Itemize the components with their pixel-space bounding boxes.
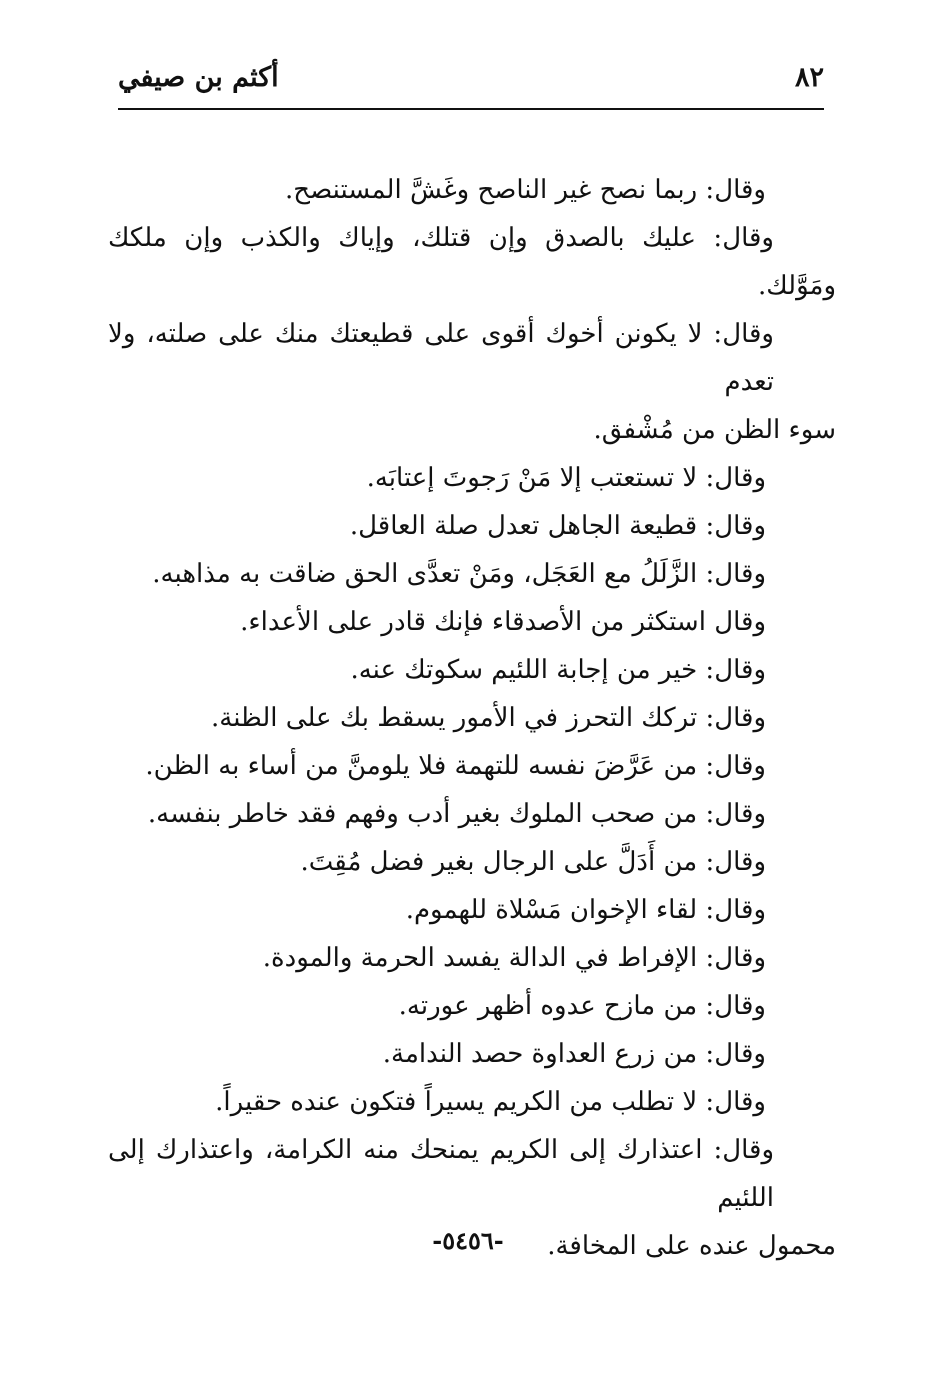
saying-11: [108, 790, 836, 838]
saying-line: وقال: قطيعة الجاهل تعدل صلة العاقل.: [349, 511, 766, 541]
saying-8: [108, 646, 836, 694]
page-header: [118, 52, 824, 110]
saying-line: وقال: لا تطلب من الكريم يسيراً فتكون عنده حقيراً.: [215, 1087, 766, 1117]
saying-17: [108, 1078, 836, 1126]
saying-6: [108, 550, 836, 598]
saying-1: [108, 166, 836, 214]
saying-line: وقال: عليك بالصدق وإن قتلك، وإياك والكذب وإن ملكك: [108, 223, 774, 253]
saying-3: [108, 310, 836, 454]
saying-12: [108, 838, 836, 886]
saying-line: وقال: لا يكونن أخوك أقوى على قطيعتك منك على صلته، ولا تعدم: [108, 319, 774, 397]
page-folio: -٥٤٥٦-: [432, 1226, 504, 1255]
page-number: ٨٢: [794, 62, 824, 93]
saying-4: [108, 454, 836, 502]
saying-line: سوء الظن من مُشْفق.: [593, 415, 836, 445]
saying-line: وقال استكثر من الأصدقاء فإنك قادر على الأعداء.: [240, 607, 766, 637]
saying-14: [108, 934, 836, 982]
saying-9: [108, 694, 836, 742]
saying-line: وقال: من زرع العداوة حصد الندامة.: [382, 1039, 766, 1069]
saying-15: [108, 982, 836, 1030]
saying-line: وقال: من مازح عدوه أظهر عورته.: [398, 991, 766, 1021]
running-title: أكثم بن صيفي: [118, 62, 279, 93]
saying-line: وقال: تركك التحرز في الأمور يسقط بك على الظنة.: [210, 703, 766, 733]
saying-2: [108, 214, 836, 310]
saying-10: [108, 742, 836, 790]
saying-line: وقال: الإفراط في الدالة يفسد الحرمة والمودة.: [262, 943, 766, 973]
body-text: [108, 166, 836, 1270]
saying-line: وقال: من صحب الملوك بغير أدب وفهم فقد خاطر بنفسه.: [147, 799, 766, 829]
saying-5: [108, 502, 836, 550]
saying-13: [108, 886, 836, 934]
saying-line: وقال: ربما نصح غير الناصح وغَشَّ المستنصح.: [285, 175, 766, 205]
saying-line: وقال: الزَّلَلُ مع العَجَل، ومَنْ تعدَّى الحق ضاقت به مذاهبه.: [152, 559, 766, 589]
saying-line: وقال: اعتذارك إلى الكريم يمنحك منه الكرامة، واعتذارك إلى اللئيم: [108, 1135, 774, 1213]
saying-line: وقال: خير من إجابة اللئيم سكوتك عنه.: [350, 655, 766, 685]
saying-16: [108, 1030, 836, 1078]
saying-line: وقال: من عَرَّضَ نفسه للتهمة فلا يلومنَّ من أساء به الظن.: [145, 751, 766, 781]
saying-line: ومَوَّلك.: [757, 271, 836, 301]
saying-line: وقال: من أَدَلَّ على الرجال بغير فضل مُقِتَ.: [300, 847, 766, 877]
saying-line: محمول عنده على المخافة.: [547, 1231, 836, 1261]
saying-line: وقال: لا تستعتب إلا مَنْ رَجوتَ إعتابَه.: [366, 463, 766, 493]
saying-7: [108, 598, 836, 646]
saying-line: وقال: لقاء الإخوان مَسْلاة للهموم.: [405, 895, 766, 925]
